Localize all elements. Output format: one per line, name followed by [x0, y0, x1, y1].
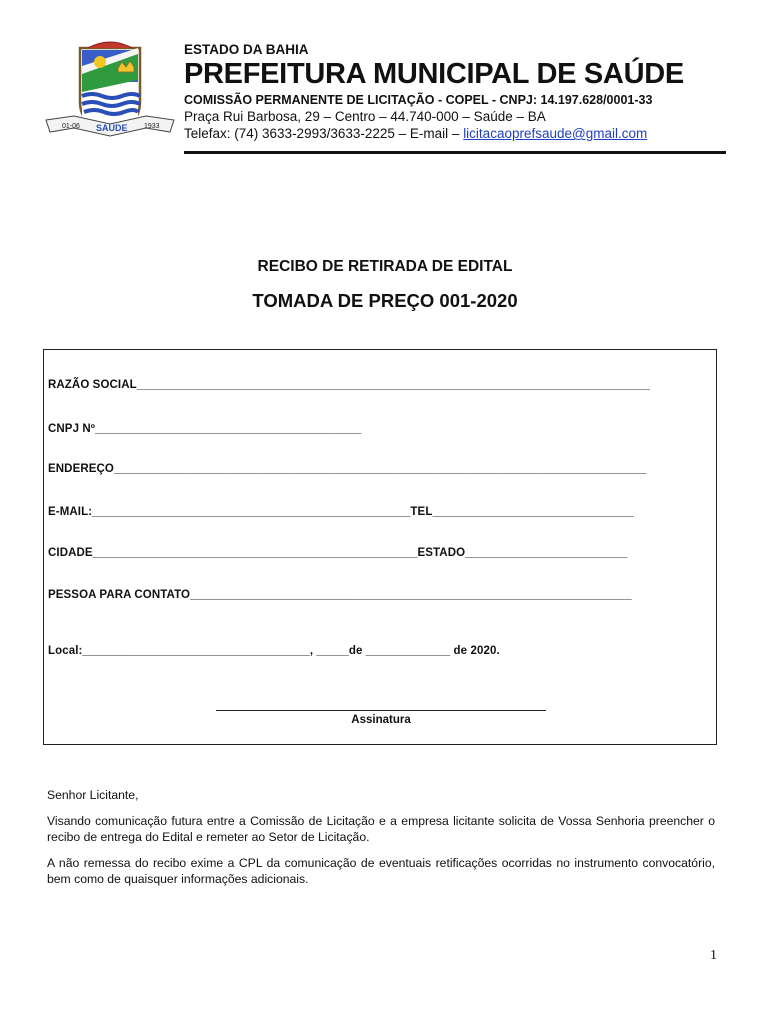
- greeting: Senhor Licitante,: [47, 788, 139, 802]
- field-cnpj[interactable]: CNPJ Nº_________________________________________: [48, 423, 362, 435]
- field-email-tel[interactable]: E-MAIL:_________________________________________________TEL_______________________________: [48, 506, 634, 518]
- prefecture-title: PREFEITURA MUNICIPAL DE SAÚDE: [184, 58, 684, 90]
- signature-label: Assinatura: [351, 714, 411, 726]
- svg-text:SAÚDE: SAÚDE: [96, 123, 128, 133]
- paragraph-1: Visando comunicação futura entre a Comissão de Licitação e a empresa licitante solicita de Vossa Senhoria preencher o recibo de entrega do Edital e remeter ao Setor de Licitação.: [47, 814, 715, 844]
- field-local-date[interactable]: Local:___________________________________, _____de _____________ de 2020.: [48, 645, 500, 657]
- field-endereco[interactable]: ENDEREÇO__________________________________________________________________________________: [48, 463, 647, 475]
- receipt-form: [43, 349, 717, 745]
- svg-text:1933: 1933: [144, 123, 160, 130]
- email-link[interactable]: licitacaoprefsaude@gmail.com: [463, 126, 648, 141]
- state-name: ESTADO DA BAHIA: [184, 42, 309, 57]
- commission-line: COMISSÃO PERMANENTE DE LICITAÇÃO - COPEL - CNPJ: 14.197.628/0001-33: [184, 93, 653, 107]
- field-razao-social[interactable]: RAZÃO SOCIAL_______________________________________________________________________________: [48, 379, 650, 391]
- contact-line: [184, 125, 744, 142]
- paragraph-2: A não remessa do recibo exime a CPL da comunicação de eventuais retificações ocorridas no instrumento convocatório, bem como de quaisquer informações adicionais.: [47, 856, 715, 886]
- letterhead: [184, 42, 744, 142]
- page-number: 1: [710, 948, 717, 963]
- field-cidade-estado[interactable]: CIDADE__________________________________________________ESTADO_________________________: [48, 547, 628, 559]
- document-title: RECIBO DE RETIRADA DE EDITAL: [257, 258, 513, 275]
- document-subtitle: TOMADA DE PREÇO 001-2020: [252, 290, 518, 311]
- telefax-text: Telefax: (74) 3633-2993/3633-2225 – E-mail –: [184, 126, 464, 141]
- address-line: Praça Rui Barbosa, 29 – Centro – 44.740-000 – Saúde – BA: [184, 109, 546, 124]
- header-divider: [184, 151, 726, 154]
- signature-line[interactable]: [216, 710, 546, 711]
- svg-text:01-06: 01-06: [62, 123, 80, 130]
- municipal-coat-of-arms-logo: [44, 40, 176, 140]
- field-pessoa-contato[interactable]: PESSOA PARA CONTATO____________________________________________________________________: [48, 589, 632, 601]
